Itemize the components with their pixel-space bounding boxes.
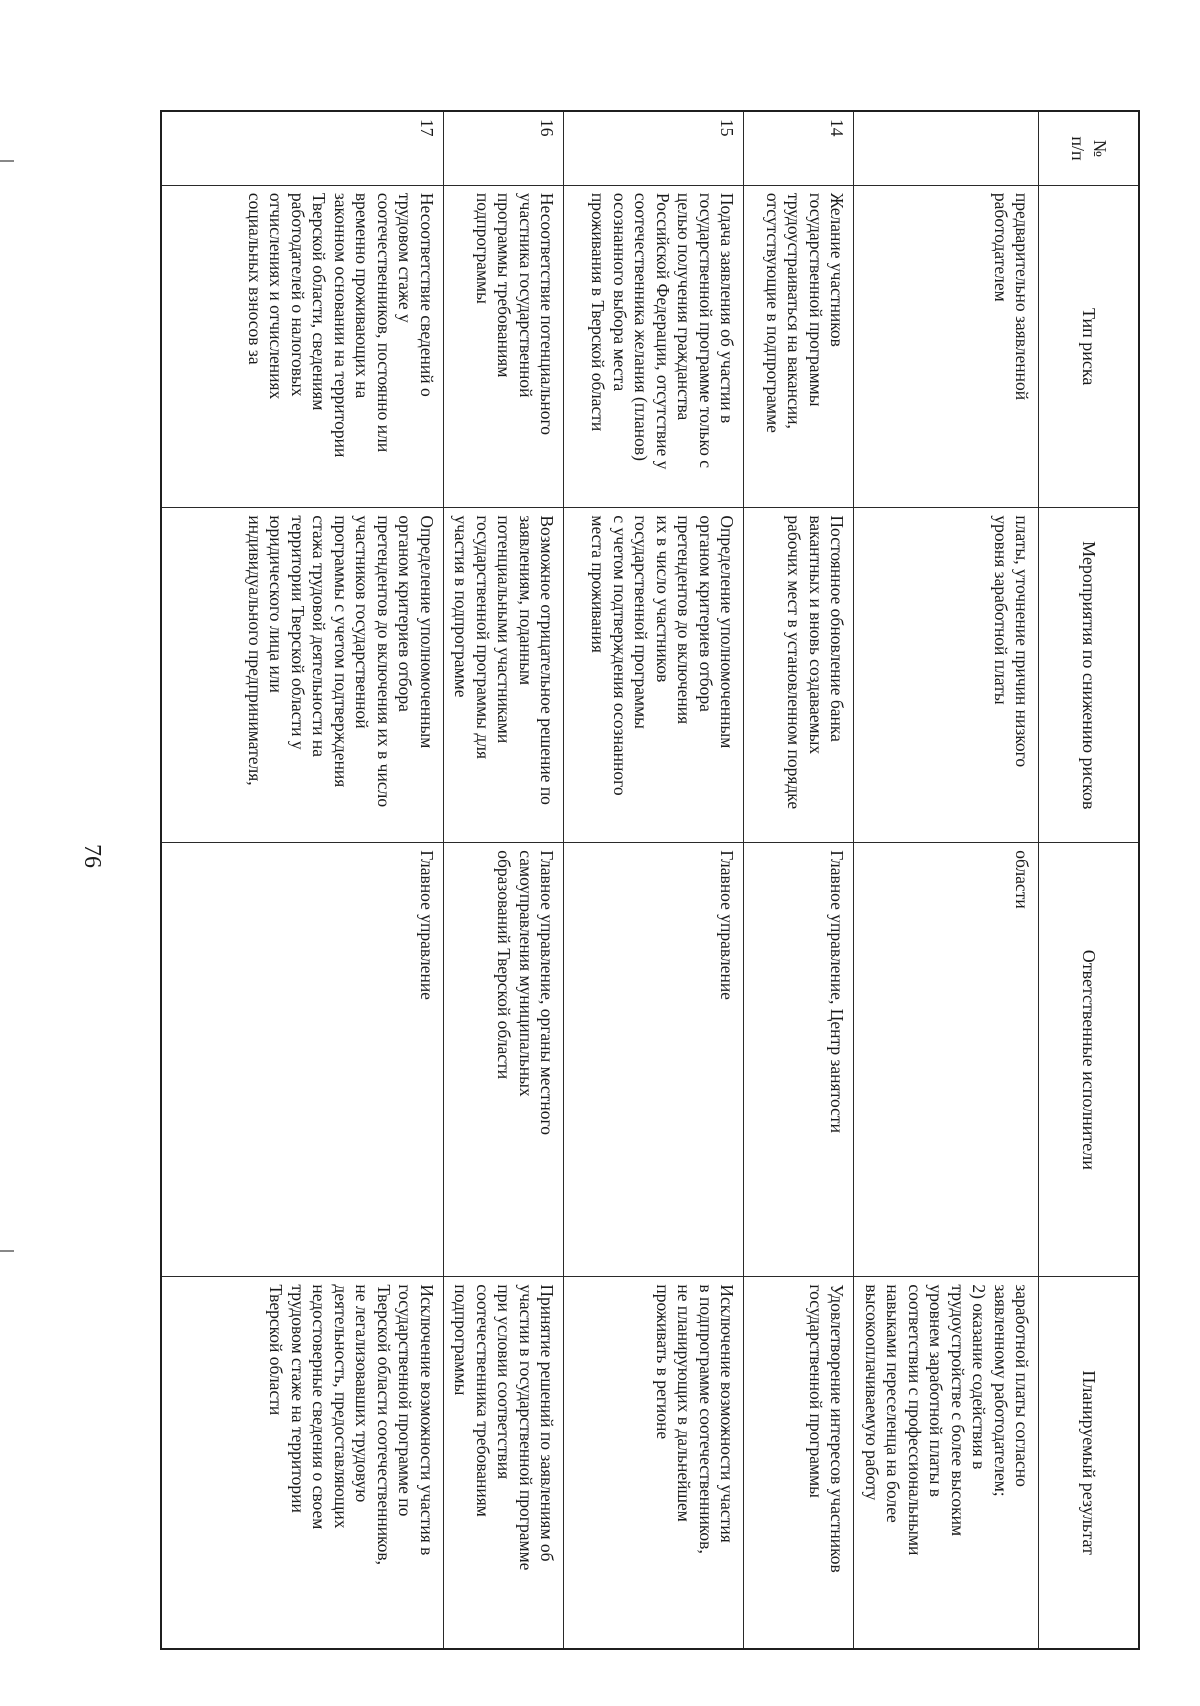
cell-risk-type: Несоответствие потенциального участника государственной программы требованиям подпрограммы (444, 185, 565, 507)
cell-risk-type: Несоответствие сведений о трудовом стаже у соотечественников, постоянно или временно проживающих на законном основании на территории Тверской области, сведениям работодателей о налоговых отчислениях и отчислениях социальных взносов за (161, 185, 444, 507)
cell-num: 17 (161, 111, 444, 185)
cell-num: 15 (564, 111, 744, 185)
header-measures: Мероприятия по снижению рисков (1039, 508, 1139, 843)
page-number: 76 (79, 844, 106, 868)
scan-edge-mark (0, 160, 14, 162)
table-row (444, 111, 565, 1649)
risk-table (160, 110, 1140, 1650)
cell-result: Исключение возможности участия в государственной программе по Тверской области соотечественников, не легализовавших трудовую деятельность, предоставляющих недостоверные сведения о своем трудовом стаже на территории Тверской области (161, 1277, 444, 1649)
cell-result: заработной платы согласно заявленному работодателем; 2) оказание содействия в трудоустройстве с более высоким уровнем заработной платы в соответствии с профессиональными навыками переселенца на более высокооплачиваемую работу (854, 1277, 1039, 1649)
header-risk-type: Тип риска (1039, 185, 1139, 507)
cell-num (854, 111, 1039, 185)
cell-measures: Постоянное обновление банка вакантных и вновь создаваемых рабочих мест в установленном порядке (744, 508, 854, 843)
header-executors: Ответственные исполнители (1039, 843, 1139, 1277)
header-num: № п/п (1039, 111, 1139, 185)
cell-measures: платы, уточнение причин низкого уровня заработной платы (854, 508, 1039, 843)
rotated-table-container (160, 110, 1140, 1650)
table-row (161, 111, 444, 1649)
cell-risk-type: Желание участников государственной программы трудоустраиваться на вакансии, отсутствующие в подпрограмме (744, 185, 854, 507)
table-row (854, 111, 1039, 1649)
scan-edge-mark (0, 1250, 14, 1252)
cell-measures: Возможное отрицательное решение по заявлениям, поданным потенциальными участниками государственной программы для участия в подпрограмме (444, 508, 565, 843)
cell-executors: Главное управление, органы местного самоуправления муниципальных образований Тверской области (444, 843, 565, 1277)
cell-result: Удовлетворение интересов участников государственной программы (744, 1277, 854, 1649)
cell-executors: области (854, 843, 1039, 1277)
header-result: Планируемый результат (1039, 1277, 1139, 1649)
cell-num: 16 (444, 111, 565, 185)
cell-risk-type: предварительно заявленной работодателем (854, 185, 1039, 507)
cell-executors: Главное управление (161, 843, 444, 1277)
cell-executors: Главное управление, Центр занятости (744, 843, 854, 1277)
table-row (564, 111, 744, 1649)
table-header-row (1039, 111, 1139, 1649)
table-row (744, 111, 854, 1649)
cell-result: Исключение возможности участия в подпрограмме соотечественников, не планирующих в дальнейшем проживать в регионе (564, 1277, 744, 1649)
cell-result: Принятие решений по заявлениям об участии в государственной программе при условии соответствия соотечественника требованиям подпрограммы (444, 1277, 565, 1649)
cell-risk-type: Подача заявления об участии в государственной программе только с целью получения гражданства Российской Федерации, отсутствие у соотечественника желания (планов) осознанного выбора места проживания в Тверской области (564, 185, 744, 507)
cell-measures: Определение уполномоченным органом критериев отбора претендентов до включения их в число участников государственной программы с учетом подтверждения стажа трудовой деятельности на территории Тверской области у юридического лица или индивидуального предпринимателя, (161, 508, 444, 843)
cell-executors: Главное управление (564, 843, 744, 1277)
cell-measures: Определение уполномоченным органом критериев отбора претендентов до включения их в число участников государственной программы с учетом подтверждения осознанного места проживания (564, 508, 744, 843)
cell-num: 14 (744, 111, 854, 185)
